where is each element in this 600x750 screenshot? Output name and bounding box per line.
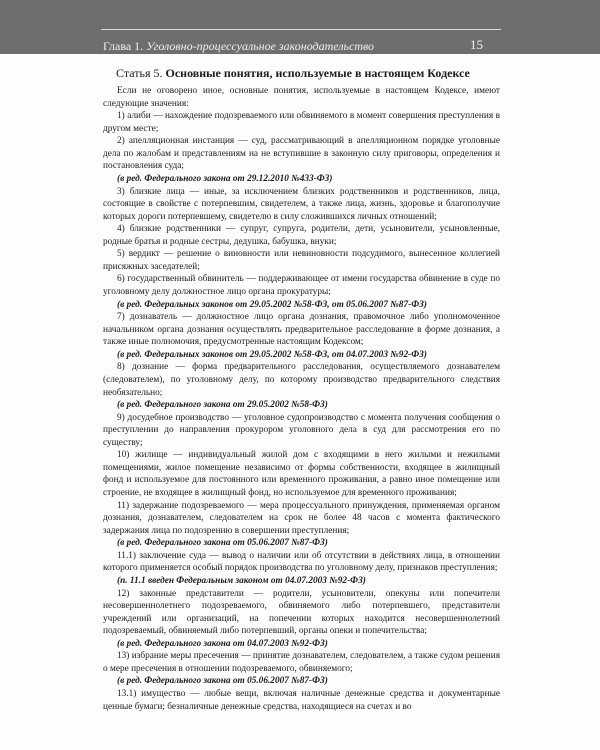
article-heading <box>116 66 470 81</box>
article-number: Статья 5. <box>116 66 166 80</box>
amendment-reference: (в ред. Федерального закона от 04.07.2003 №92-ФЗ) <box>117 638 328 649</box>
definition-item: 11) задержание подозреваемого — мера процессуального принуждения, применяемая органом дознания, дознавателем, следователем на срок не более 48 часов с момента фактического задержания лица по подозрению в совершении преступления; <box>103 500 500 536</box>
definition-item: 11.1) заключение суда — вывод о наличии или об отсутствии в действиях лица, в отношении которого применяется особый порядок производства по уголовному делу, признаков преступления; <box>103 550 500 574</box>
amendment-reference: (в ред. Федерального закона от 05.06.2007 №87-ФЗ) <box>117 676 328 687</box>
amendment-reference: (п. 11.1 введен Федеральным законом от 04.07.2003 №92-ФЗ) <box>117 575 366 586</box>
definition-item: 10) жилище — индивидуальный жилой дом с входящими в него жилыми и нежилыми помещениями, жилое помещение независимо от формы собственности, входящее в жилищный фонд и используемое для постоянного или временного проживания, а равно иное помещение или строение, не входящее в жилищный фонд, но используемое для временного проживания; <box>103 450 500 498</box>
amendment-reference: (в ред. Федерального закона от 05.06.2007 №87-ФЗ) <box>117 538 328 549</box>
definition-item: 7) дознаватель — должностное лицо органа дознания, правомочное либо уполномоченное начальником органа дознания осуществлять предварительное расследование в форме дознания, а также иные полномочия, предусмотренные настоящим Кодексом; <box>103 312 500 348</box>
chapter-prefix: Глава 1. <box>103 39 147 53</box>
definition-item: 6) государственный обвинитель — поддерживающее от имени государства обвинение в суде по уголовному делу должностное лицо органа прокуратуры; <box>103 274 500 297</box>
definition-item: 12) законные представители — родители, усыновители, опекуны или попечители несовершеннолетнего подозреваемого, обвиняемого либо потерпевшего, представители учреждений или организаций, на попечении которых находится несовершеннолетний подозреваемый, обвиняемый либо потерпевший, органы опеки и попечительства; <box>103 588 500 637</box>
definition-item: 2) апелляционная инстанция — суд, рассматривающий в апелляционном порядке уголовные дела по жалобам и представлениям на не вступившие в законную силу приговоры, определения и постановления суда; <box>103 136 500 172</box>
article-body <box>103 85 500 713</box>
definition-item: 8) дознание — форма предварительного расследования, осуществляемого дознавателем (следователем), по уголовному делу, по которому производство предварительного следствия необязательно; <box>103 362 500 398</box>
definition-item: 9) досудебное производство — уголовное судопроизводство с момента получения сообщения о преступлении до направления прокурором уголовного дела в суд для рассмотрения его по существу; <box>103 412 500 448</box>
definition-item: 13) избрание меры пресечения — принятие дознавателем, следователем, а также судом решения о мере пресечения в отношении подозреваемого, обвиняемого; <box>103 651 500 674</box>
article-title: Основные понятия, используемые в настоящем Кодексе <box>165 66 470 80</box>
definition-item: 4) близкие родственники — супруг, супруга, родители, дети, усыновители, усыновленные, родные братья и родные сестры, дедушка, бабушка, внуки; <box>103 224 500 247</box>
chapter-name: Уголовно-процессуальное законодательство <box>146 39 375 53</box>
page-number: 15 <box>470 37 483 52</box>
definition-item: 1) алиби — нахождение подозреваемого или обвиняемого в момент совершения преступления в другом месте; <box>103 111 500 134</box>
definition-item: 13.1) имущество — любые вещи, включая наличные денежные средства и документарные ценные бумаги; безналичные денежные средства, находящиеся на счетах и во <box>103 689 500 712</box>
amendment-reference: (в ред. Федеральных законов от 29.05.2002 №58-ФЗ, от 05.06.2007 №87-ФЗ) <box>117 299 427 310</box>
chapter-title <box>103 39 374 54</box>
amendment-reference: (в ред. Федеральных законов от 29.05.2002 №58-ФЗ, от 04.07.2003 №92-ФЗ) <box>117 349 427 360</box>
definition-item: 5) вердикт — решение о виновности или невиновности подсудимого, вынесенное коллегией присяжных заседателей; <box>103 249 500 272</box>
amendment-reference: (в ред. Федерального закона от 29.05.2002 №58-ФЗ) <box>117 400 328 411</box>
amendment-reference: (в ред. Федерального закона от 29.12.2010 №433-ФЗ) <box>117 173 333 184</box>
definition-item: 3) близкие лица — иные, за исключением близких родственников и родственников, лица, состоящие в свойстве с потерпевшим, свидетелем, а также лица, жизнь, здоровье и благополучие которых дороги потерпевшему, свидетелю в силу сложившихся личных отношений; <box>103 186 500 222</box>
header-rule <box>101 29 501 30</box>
intro-paragraph: Если не оговорено иное, основные понятия, используемые в настоящем Кодексе, имеют следующие значения: <box>103 86 500 109</box>
